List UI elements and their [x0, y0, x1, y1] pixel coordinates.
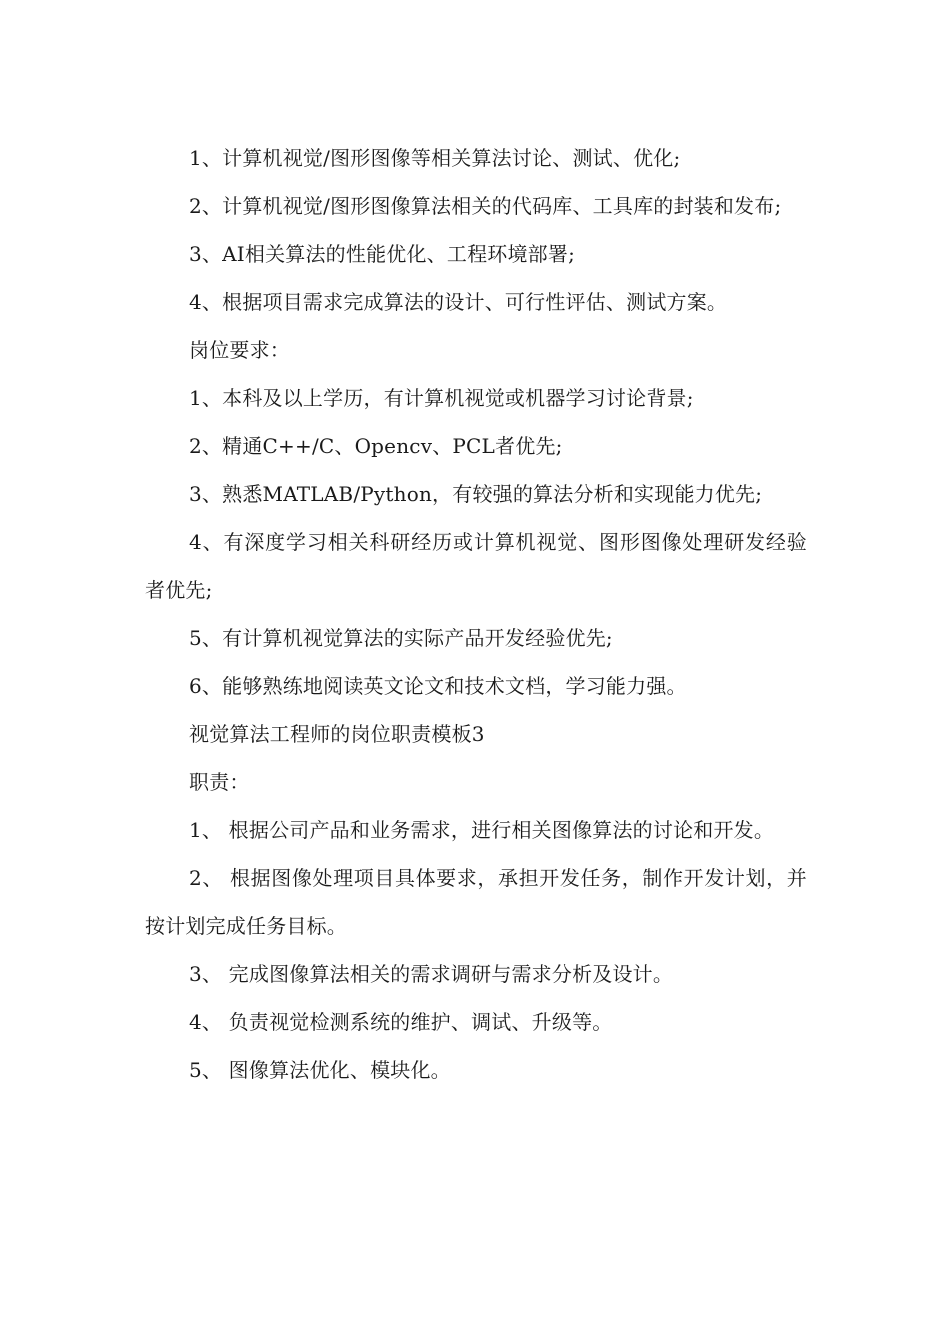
section-heading: 职责：	[189, 770, 250, 794]
paragraph: 2、计算机视觉/图形图像算法相关的代码库、工具库的封装和发布;	[189, 194, 782, 218]
paragraph: 6、能够熟练地阅读英文论文和技术文档，学习能力强。	[189, 674, 687, 698]
paragraph: 5、有计算机视觉算法的实际产品开发经验优先;	[189, 626, 613, 650]
document-body	[145, 134, 807, 1094]
paragraph: 4、 负责视觉检测系统的维护、调试、升级等。	[189, 1010, 613, 1034]
paragraph: 2、精通C++/C、Opencv、PCL者优先;	[189, 434, 563, 458]
paragraph: 4、有深度学习相关科研经历或计算机视觉、图形图像处理研发经验者优先;	[145, 530, 807, 602]
section-heading: 岗位要求：	[189, 338, 290, 362]
paragraph: 5、 图像算法优化、模块化。	[189, 1058, 451, 1082]
paragraph: 3、AI相关算法的性能优化、工程环境部署;	[189, 242, 576, 266]
section-title: 视觉算法工程师的岗位职责模板3	[189, 722, 485, 746]
paragraph: 1、 根据公司产品和业务需求，进行相关图像算法的讨论和开发。	[189, 818, 775, 842]
paragraph: 2、 根据图像处理项目具体要求，承担开发任务，制作开发计划，并按计划完成任务目标。	[145, 866, 807, 938]
paragraph: 3、 完成图像算法相关的需求调研与需求分析及设计。	[189, 962, 674, 986]
paragraph: 4、根据项目需求完成算法的设计、可行性评估、测试方案。	[189, 290, 728, 314]
paragraph: 1、本科及以上学历，有计算机视觉或机器学习讨论背景;	[189, 386, 694, 410]
paragraph: 3、熟悉MATLAB/Python，有较强的算法分析和实现能力优先;	[189, 482, 763, 506]
paragraph: 1、计算机视觉/图形图像等相关算法讨论、测试、优化;	[189, 146, 681, 170]
